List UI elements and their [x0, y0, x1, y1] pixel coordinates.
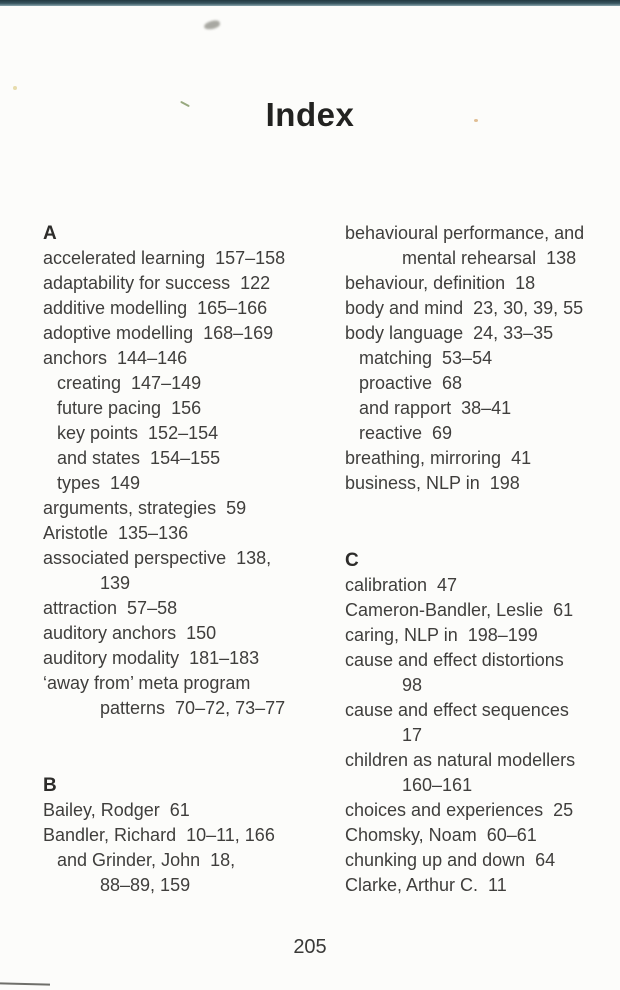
scan-speck	[13, 86, 17, 90]
index-entry-line: behavioural performance, and	[345, 223, 585, 243]
page-number: 205	[293, 936, 327, 958]
index-entry-line: key points 152–154	[57, 423, 219, 443]
scan-edge-line	[0, 982, 50, 985]
index-section	[345, 548, 607, 898]
index-entry-line: 139	[100, 573, 131, 593]
index-entry-line: creating 147–149	[57, 373, 202, 393]
section-letter: A	[43, 223, 57, 244]
index-entry-line: future pacing 156	[57, 398, 202, 418]
index-entry-line: proactive 68	[359, 373, 463, 393]
index-entry-line: attraction 57–58	[43, 598, 178, 618]
page-title: Index	[265, 96, 355, 134]
index-entry-line: Aristotle 135–136	[43, 523, 189, 543]
index-entry-line: types 149	[57, 473, 141, 493]
index-entry-line: ‘away from’ meta program	[43, 673, 251, 693]
index-section	[43, 773, 323, 898]
index-entry-line: auditory modality 181–183	[43, 648, 260, 668]
index-entry-line: arguments, strategies 59	[43, 498, 247, 518]
index-entry-line: and Grinder, John 18,	[57, 850, 236, 870]
index-entry-line: behaviour, definition 18	[345, 273, 536, 293]
section-letter: B	[43, 775, 57, 796]
index-entry-line: caring, NLP in 198–199	[345, 625, 538, 645]
index-entry-line: adaptability for success 122	[43, 273, 271, 293]
index-entry-line: choices and experiences 25	[345, 800, 574, 820]
index-entry-line: breathing, mirroring 41	[345, 448, 532, 468]
book-edge-strip	[0, 0, 620, 6]
index-entry-line: matching 53–54	[359, 348, 493, 368]
index-entry-line: children as natural modellers	[345, 750, 576, 770]
index-column-left	[43, 221, 323, 898]
index-entry-line: cause and effect distortions	[345, 650, 564, 670]
index-entry-line: Bailey, Rodger 61	[43, 800, 190, 820]
index-column-right	[345, 221, 607, 898]
index-entry-line: patterns 70–72, 73–77	[100, 698, 286, 718]
index-entry-line: mental rehearsal 138	[402, 248, 577, 268]
index-entry-line: 88–89, 159	[100, 875, 191, 895]
index-entry-line: reactive 69	[359, 423, 453, 443]
index-entry-line: and states 154–155	[57, 448, 221, 468]
index-entry-line: auditory anchors 150	[43, 623, 217, 643]
index-entry-line: Chomsky, Noam 60–61	[345, 825, 537, 845]
scan-smudge	[203, 19, 220, 30]
index-entry-line: anchors 144–146	[43, 348, 188, 368]
index-entry-line: calibration 47	[345, 575, 458, 595]
index-entry-line: body language 24, 33–35	[345, 323, 554, 343]
index-entry-line: 160–161	[402, 775, 473, 795]
index-entry-line: business, NLP in 198	[345, 473, 520, 493]
index-section	[43, 221, 323, 721]
index-entry-line: cause and effect sequences	[345, 700, 569, 720]
index-entry-line: accelerated learning 157–158	[43, 248, 286, 268]
index-entry-line: Clarke, Arthur C. 11	[345, 875, 507, 895]
index-entry-line: and rapport 38–41	[359, 398, 512, 418]
index-entry-line: 17	[402, 725, 423, 745]
index-entry-line: 98	[402, 675, 423, 695]
section-letter: C	[345, 550, 359, 571]
index-entry-line: associated perspective 138,	[43, 548, 272, 568]
index-entry-line: chunking up and down 64	[345, 850, 556, 870]
index-entry-line: body and mind 23, 30, 39, 55	[345, 298, 584, 318]
index-entry-line: Cameron-Bandler, Leslie 61	[345, 600, 574, 620]
index-entry-line: Bandler, Richard 10–11, 166	[43, 825, 275, 845]
index-section	[345, 221, 607, 496]
index-entry-line: adoptive modelling 168–169	[43, 323, 274, 343]
index-entry-line: additive modelling 165–166	[43, 298, 268, 318]
